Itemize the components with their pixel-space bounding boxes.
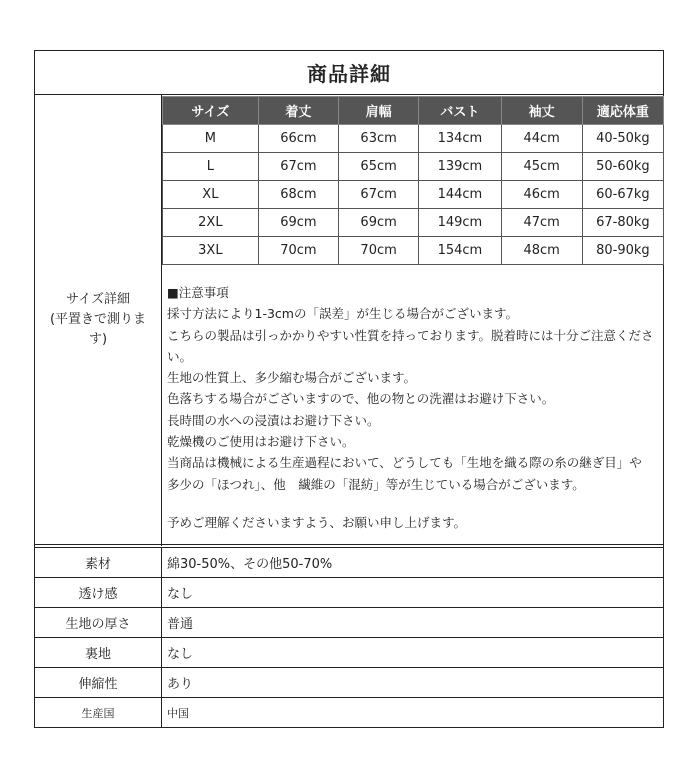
page-title: 商品詳細 — [35, 51, 663, 95]
cell-length: 66cm — [258, 125, 338, 153]
notes-line: 多少の「ほつれ」、他 繊維の「混紡」等が生じている場合がございます。 — [167, 476, 585, 492]
cell-shoulder: 67cm — [338, 181, 418, 209]
spec-label: 伸縮性 — [35, 668, 162, 697]
header-length: 着丈 — [258, 97, 338, 125]
spec-label: 生産国 — [35, 698, 162, 728]
table-row — [163, 125, 664, 153]
cell-weight: 50-60kg — [582, 153, 663, 181]
size-table-header-row — [163, 97, 664, 125]
cell-shoulder: 70cm — [338, 237, 418, 265]
header-size: サイズ — [163, 97, 259, 125]
spec-label: 生地の厚さ — [35, 608, 162, 637]
spec-row-material — [35, 548, 663, 578]
cell-bust: 144cm — [419, 181, 501, 209]
cell-bust: 149cm — [419, 209, 501, 237]
spec-row-thickness — [35, 608, 663, 638]
cell-weight: 80-90kg — [582, 237, 663, 265]
size-table — [162, 96, 664, 265]
cell-sleeve: 44cm — [501, 125, 582, 153]
cell-weight: 60-67kg — [582, 181, 663, 209]
notes-line: 長時間の水への浸漬はお避け下さい。 — [167, 412, 380, 428]
cell-size: 2XL — [163, 209, 259, 237]
spec-value: なし — [167, 647, 194, 662]
spec-label: 裏地 — [35, 638, 162, 667]
spec-value: 綿30-50%、その他50-70% — [167, 557, 333, 572]
header-shoulder: 肩幅 — [338, 97, 418, 125]
cell-sleeve: 47cm — [501, 209, 582, 237]
size-section-label — [35, 94, 162, 546]
spec-row-origin — [35, 698, 663, 728]
cell-size: 3XL — [163, 237, 259, 265]
spec-row-lining — [35, 638, 663, 668]
spec-value: あり — [167, 677, 194, 692]
notes-heading: ■注意事項 — [167, 285, 229, 300]
table-row — [163, 181, 664, 209]
spec-row-sheerness — [35, 578, 663, 608]
spec-label: 透け感 — [35, 578, 162, 607]
product-details-frame — [34, 50, 664, 728]
care-notes — [163, 279, 663, 546]
cell-length: 69cm — [258, 209, 338, 237]
cell-size: XL — [163, 181, 259, 209]
notes-spacer — [167, 495, 659, 512]
header-weight: 適応体重 — [582, 97, 663, 125]
cell-size: L — [163, 153, 259, 181]
cell-sleeve: 48cm — [501, 237, 582, 265]
cell-size: M — [163, 125, 259, 153]
notes-line: こちらの製品は引っかかりやすい性質を持っております。脱着時には十分ご注意くださ — [167, 327, 654, 343]
cell-weight: 67-80kg — [582, 209, 663, 237]
cell-bust: 154cm — [419, 237, 501, 265]
cell-length: 67cm — [258, 153, 338, 181]
table-row — [163, 153, 664, 181]
cell-shoulder: 65cm — [338, 153, 418, 181]
cell-sleeve: 45cm — [501, 153, 582, 181]
cell-shoulder: 69cm — [338, 209, 418, 237]
spec-row-stretch — [35, 668, 663, 698]
notes-line: 色落ちする場合がございますので、他の物との洗濯はお避け下さい。 — [167, 391, 555, 407]
notes-closing: 予めご理解くださいますよう、お願い申し上げます。 — [167, 514, 467, 530]
notes-line: 採寸方法により1-3cmの「誤差」が生じる場合がございます。 — [167, 306, 518, 322]
notes-line: い。 — [167, 348, 193, 364]
notes-line: 当商品は機械による生産過程において、どうしても「生地を織る際の糸の継ぎ目」や — [167, 455, 642, 471]
cell-length: 70cm — [258, 237, 338, 265]
table-row — [163, 237, 664, 265]
cell-length: 68cm — [258, 181, 338, 209]
cell-shoulder: 63cm — [338, 125, 418, 153]
spec-label: 素材 — [35, 548, 162, 577]
notes-line: 乾燥機のご使用はお避け下さい。 — [167, 434, 355, 450]
table-row — [163, 209, 664, 237]
cell-bust: 134cm — [419, 125, 501, 153]
header-sleeve: 袖丈 — [501, 97, 582, 125]
notes-line: 生地の性質上、多少縮む場合がございます。 — [167, 370, 417, 386]
spec-value: なし — [167, 587, 194, 602]
size-section-label-text: サイズ詳細 (平置きで測りま す) — [49, 292, 147, 347]
cell-weight: 40-50kg — [582, 125, 663, 153]
spec-value: 中国 — [167, 707, 189, 720]
spec-value: 普通 — [167, 617, 194, 632]
header-bust: バスト — [419, 97, 501, 125]
cell-bust: 139cm — [419, 153, 501, 181]
cell-sleeve: 46cm — [501, 181, 582, 209]
